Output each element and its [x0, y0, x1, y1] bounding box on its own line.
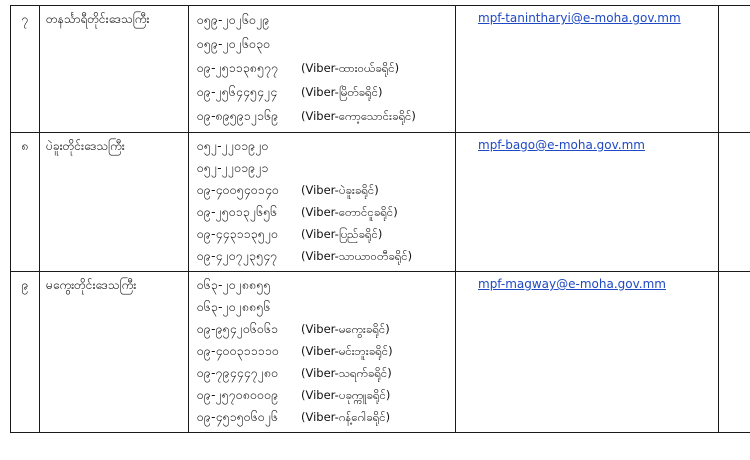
phone-note: (Viber-မြိတ်ခရိုင်): [301, 84, 383, 99]
region-name: တနင်္သာရီတိုင်းဒေသကြီး: [40, 6, 189, 133]
phone-number: ၀၉-၂၅၁၁၃၈၅၇၇: [197, 61, 279, 75]
phone-number: ၀၅၉-၂၀၂၆၀၃၀: [197, 37, 271, 51]
phone-entry: [197, 9, 455, 33]
phone-entry: [197, 81, 455, 105]
phone-entry: [197, 407, 455, 429]
phone-note: (Viber-တောင်ငူခရိုင်): [301, 204, 398, 219]
phone-entry: [197, 202, 455, 224]
phone-number: ၀၅၂-၂၂၀၁၉၂၁: [197, 161, 269, 175]
phone-note: (Viber-ပဲခူးခရိုင်): [301, 182, 379, 197]
email-link[interactable]: mpf-bago@e-moha.gov.mm: [478, 138, 645, 152]
phone-entry: [197, 33, 455, 57]
phone-number: ၀၉-၄၂၀၇၂၃၅၄၇: [197, 249, 278, 263]
email-link[interactable]: mpf-magway@e-moha.gov.mm: [478, 277, 666, 291]
phone-note: (Viber-ထားဝယ်ခရိုင်): [301, 60, 400, 75]
phone-note: (Viber-ပြည်ခရိုင်): [301, 226, 383, 241]
phone-entry: [197, 246, 455, 268]
phone-number: ၀၅၉-၂၀၂၆၀၂၉: [197, 13, 270, 27]
phone-number: ၀၉-၈၉၅၉၁၂၁၆၉: [197, 109, 279, 123]
table-row: [11, 6, 750, 133]
phone-note: (Viber-သရက်ခရိုင်): [301, 365, 392, 380]
blank-cell: [719, 133, 750, 272]
blank-cell: [719, 6, 750, 133]
phone-entry: [197, 275, 455, 297]
phone-entry: [197, 180, 455, 202]
phone-number: ၀၉-၄၀၀၅၄၀၁၄၀: [197, 183, 280, 197]
region-name: မကွေးတိုင်းဒေသကြီး: [40, 272, 189, 433]
phone-list: [189, 6, 456, 133]
blank-cell: [719, 272, 750, 433]
email-cell: [456, 272, 719, 433]
phone-number: ၀၆၃-၂၀၂၈၈၅၅: [197, 278, 271, 292]
table-row: [11, 272, 750, 433]
phone-number: ၀၉-၄၀၀၃၁၁၁၁၀: [197, 344, 280, 358]
phone-number: ၀၅၂-၂၂၀၁၉၂၀: [197, 139, 269, 153]
phone-entry: [197, 385, 455, 407]
row-number: ၉: [11, 272, 40, 433]
phone-entry: [197, 319, 455, 341]
phone-note: (Viber-မကွေးခရိုင်): [301, 321, 390, 336]
phone-entry: [197, 105, 455, 129]
phone-entry: [197, 363, 455, 385]
contacts-table: [10, 5, 750, 433]
row-number: ၈: [11, 133, 40, 272]
phone-note: (Viber-ဂန့်ဂေါခရိုင်): [301, 409, 391, 424]
phone-entry: [197, 57, 455, 81]
row-number: ၇: [11, 6, 40, 133]
phone-entry: [197, 136, 455, 158]
phone-note: (Viber-မင်းဘူးခရိုင်): [301, 343, 393, 358]
phone-number: ၀၆၃-၂၀၂၈၈၅၆: [197, 300, 271, 314]
email-cell: [456, 133, 719, 272]
phone-number: ၀၉-၂၅၆၄၄၅၄၂၄: [197, 85, 278, 99]
region-name: ပဲခူးတိုင်းဒေသကြီး: [40, 133, 189, 272]
phone-number: ၀၉-၉၅၄၂၀၆၀၆၁: [197, 322, 279, 336]
email-cell: [456, 6, 719, 133]
phone-entry: [197, 297, 455, 319]
phone-number: ၀၉-၄၅၁၅၀၆၀၂၆: [197, 410, 279, 424]
phone-number: ၀၉-၂၅၇၀၈၀၀၀၉: [197, 388, 279, 402]
phone-entry: [197, 341, 455, 363]
phone-number: ၀၉-၂၅၀၁၃၂၆၅၆: [197, 205, 278, 219]
phone-list: [189, 133, 456, 272]
email-link[interactable]: mpf-tanintharyi@e-moha.gov.mm: [478, 11, 681, 25]
phone-list: [189, 272, 456, 433]
phone-entry: [197, 158, 455, 180]
table-body: [11, 6, 750, 433]
phone-note: (Viber-ကော့သောင်းခရိုင်): [301, 108, 416, 123]
table-row: [11, 133, 750, 272]
phone-number: ၀၉-၄၄၃၁၁၃၅၂၀: [197, 227, 279, 241]
phone-note: (Viber-ပခုက္ကူခရိုင်): [301, 387, 391, 402]
phone-note: (Viber-သာယာဝတီခရိုင်): [301, 248, 413, 263]
phone-number: ၀၉-၇၉၄၄၄၇၂၈၀: [197, 366, 279, 380]
phone-entry: [197, 224, 455, 246]
